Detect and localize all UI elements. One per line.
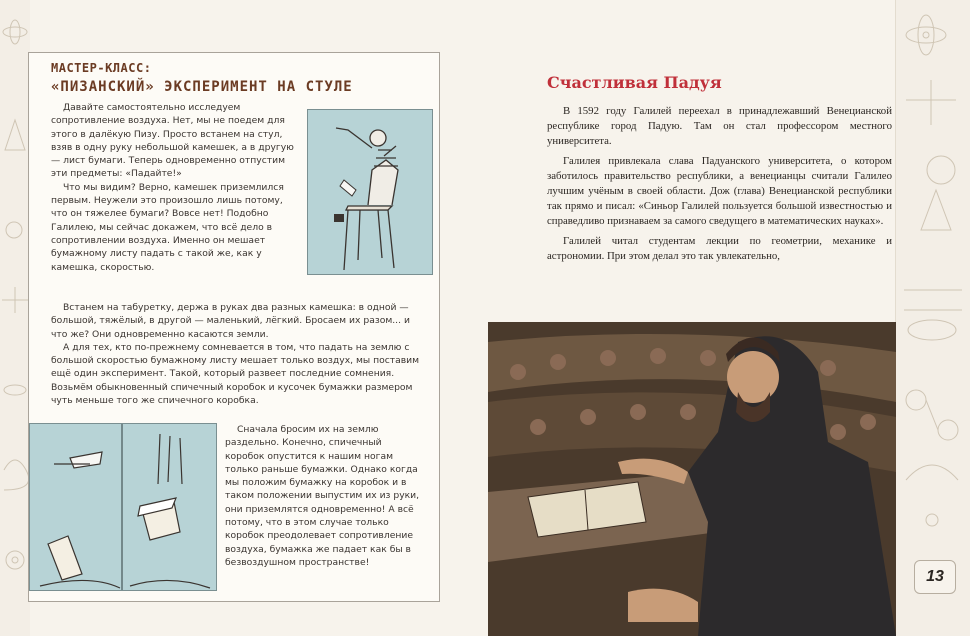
left-margin-doodles — [0, 0, 30, 636]
chapter-text — [547, 104, 892, 269]
paragraph: Галилей читал студентам лекции по геометрии, механике и астрономии. При этом делал это так увлекательно, — [547, 235, 892, 262]
matchbox-drawing — [30, 424, 216, 590]
text-column-top — [51, 101, 301, 274]
paragraph: Что мы видим? Верно, камешек приземлился первым. Неужели это произошло лишь потому, что он тяжелее бумаги? Вовсе нет! Подобно Галилею, мы сейчас докажем, что всё дело в сопротивлении воздуха. Именно он мешает бумажному листу падать с такой же, как у камешка, скоростью. — [51, 181, 284, 273]
chapter-title: Счастливая Падуя — [547, 73, 722, 92]
paragraph: Давайте самостоятельно исследуем сопротивление воздуха. Нет, мы не поедем для этого в далёкую Пизу. Просто встанем на стул, взяв в одну руку небольшой камешек, а в другую — лист бумаги. Теперь одновременно отпустим эти предметы: «Падайте!» — [51, 102, 294, 180]
galileo-lecture-painting — [488, 322, 896, 636]
paragraph: А для тех, кто по-прежнему сомневается в том, что падать на землю с большой скоростью бумажному листу мешает только воздух, мы поставим ещё один эксперимент. Такой, который развеет последние сомнения. Возьмём обыкновенный спичечный коробок и кусочек бумажки размером чуть меньше того же спичечного коробка. — [51, 341, 420, 407]
right-margin-doodles — [895, 0, 970, 636]
master-class-panel — [28, 52, 440, 602]
text-block-middle — [51, 301, 423, 407]
paragraph: Сначала бросим их на землю раздельно. Конечно, спичечный коробок опустится к нашим ногам только раньше бумажки. Однако когда мы положим бумажку на коробок и в таком положении выпустим их из руки, они приземлятся одновременно! А всё потому, что в этом случае только коробок преодолевает сопротивление воздуха, бумажка же падает как бы в безвоздушном пространстве! — [225, 424, 420, 568]
text-column-bottom — [225, 423, 423, 569]
lecture-hall-drawing — [488, 322, 896, 636]
boy-on-chair-illustration — [307, 109, 433, 275]
boy-on-chair-drawing — [308, 110, 432, 274]
section-header: МАСТЕР-КЛАСС: — [51, 61, 152, 75]
page-number: 13 — [914, 560, 956, 594]
science-doodle-icon — [896, 0, 970, 636]
paragraph: Галилея привлекала слава Падуанского университета, о котором заботилось правительство республики, а венецианцы считали Галилео лучшим учёным в своей области. Дож (глава) Венецианской республики так прямо и писал: «Синьор Галилей пользуется большой известностью и справедливо признаваем за самого сведущего в математических науках». — [547, 155, 892, 227]
right-page — [488, 40, 896, 636]
science-doodle-icon — [0, 0, 30, 636]
section-title: «ПИЗАНСКИЙ» ЭКСПЕРИМЕНТ НА СТУЛЕ — [51, 79, 353, 95]
matchbox-experiment-illustration — [29, 423, 217, 591]
paragraph: Встанем на табуретку, держа в руках два разных камешка: в одной — большой, тяжёлый, в другой — маленький, лёгкий. Бросаем их разом... и что же? Они одновременно касаются земли. — [51, 302, 410, 340]
paragraph: В 1592 году Галилей переехал в принадлежавший Венецианской республике город Падую. Там он стал профессором местного университета. — [547, 105, 892, 147]
